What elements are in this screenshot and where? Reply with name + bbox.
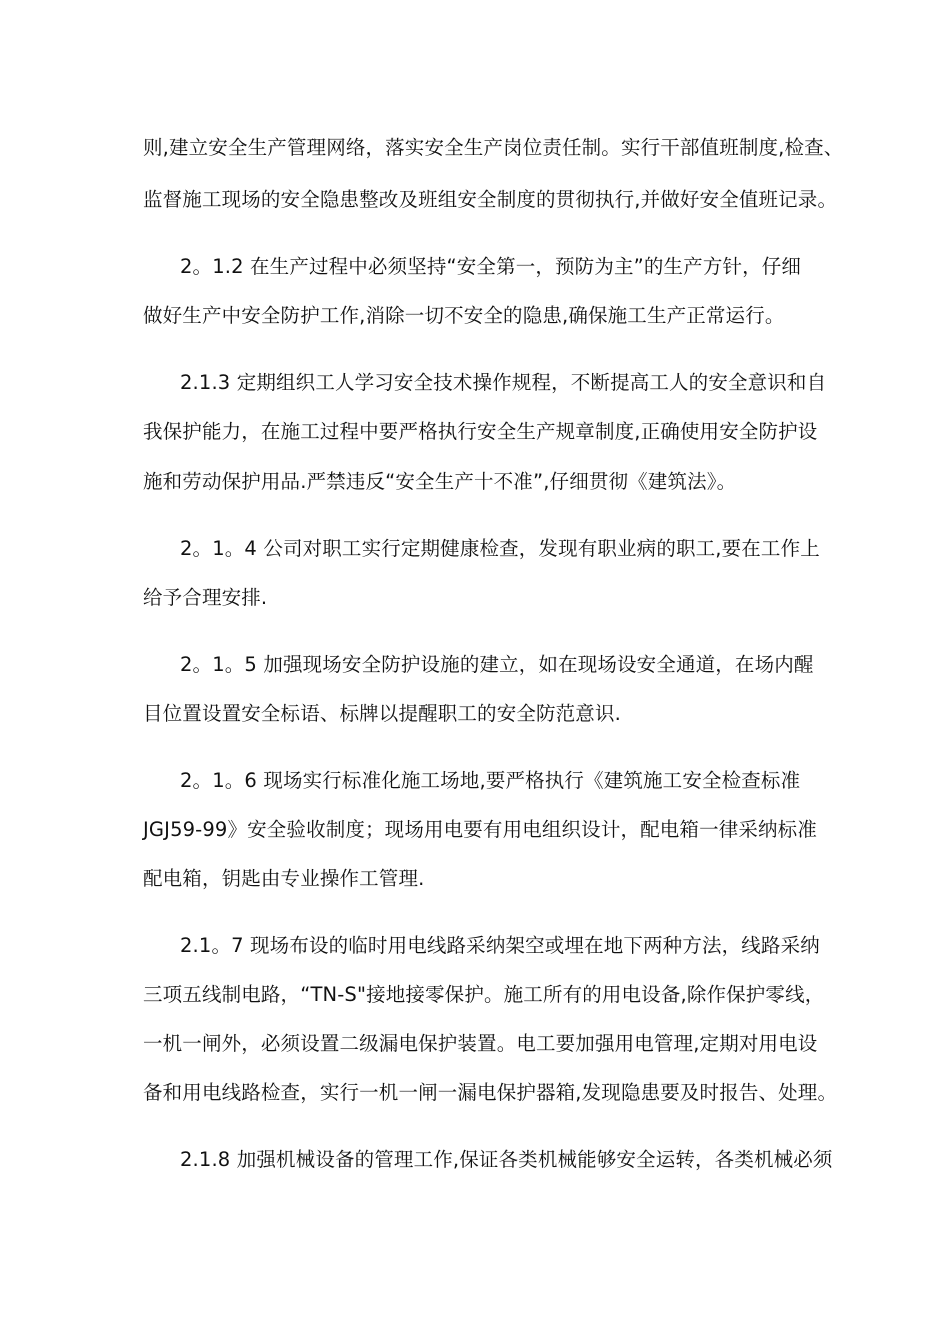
text-line: 监督施工现场的安全隐患整改及班组安全制度的贯彻执行,并做好安全值班记录。 bbox=[143, 188, 838, 211]
paragraph-2-1-4-line: 2。1。4 公司对职工实行定期健康检查，发现有职业病的职工,要在工作上 bbox=[180, 537, 820, 560]
text-line: 目位置设置安全标语、标牌以提醒职工的安全防范意识. bbox=[143, 702, 621, 725]
paragraph-2-1-6-line: 2。1。6 现场实行标准化施工场地,要严格执行《建筑施工安全检查标准 bbox=[180, 769, 801, 792]
text-line: 备和用电线路检查，实行一机一闸一漏电保护器箱,发现隐患要及时报告、处理。 bbox=[143, 1081, 838, 1104]
text-line: 做好生产中安全防护工作,消除一切不安全的隐患,确保施工生产正常运行。 bbox=[143, 304, 785, 327]
text-line: 则,建立安全生产管理网络，落实安全生产岗位责任制。实行干部值班制度,检查、 bbox=[143, 136, 844, 159]
text-line: 给予合理安排. bbox=[143, 586, 268, 609]
text-line: 施和劳动保护用品.严禁违反“安全生产十不准”,仔细贯彻《建筑法》。 bbox=[143, 470, 737, 493]
text-line: 一机一闸外，必须设置二级漏电保护装置。电工要加强用电管理,定期对用电设 bbox=[143, 1032, 818, 1055]
paragraph-2-1-8-line: 2.1.8 加强机械设备的管理工作,保证各类机械能够安全运转，各类机械必须 bbox=[180, 1148, 833, 1171]
paragraph-2-1-7-line: 2.1。7 现场布设的临时用电线路采纳架空或埋在地下两种方法，线路采纳 bbox=[180, 934, 820, 957]
text-line: JGJ59-99》安全验收制度；现场用电要有用电组织设计，配电箱一律采纳标准 bbox=[143, 818, 817, 841]
text-line: 配电箱，钥匙由专业操作工管理. bbox=[143, 867, 425, 890]
text-line: 三项五线制电路，“TN-S"接地接零保护。施工所有的用电设备,除作保护零线， bbox=[143, 983, 825, 1006]
paragraph-2-1-5-line: 2。1。5 加强现场安全防护设施的建立，如在现场设安全通道，在场内醒 bbox=[180, 653, 814, 676]
text-line: 我保护能力，在施工过程中要严格执行安全生产规章制度,正确使用安全防护设 bbox=[143, 420, 818, 443]
paragraph-2-1-2-line: 2。1.2 在生产过程中必须坚持“安全第一，预防为主”的生产方针，仔细 bbox=[180, 255, 802, 278]
paragraph-2-1-3-line: 2.1.3 定期组织工人学习安全技术操作规程，不断提高工人的安全意识和自 bbox=[180, 371, 827, 394]
